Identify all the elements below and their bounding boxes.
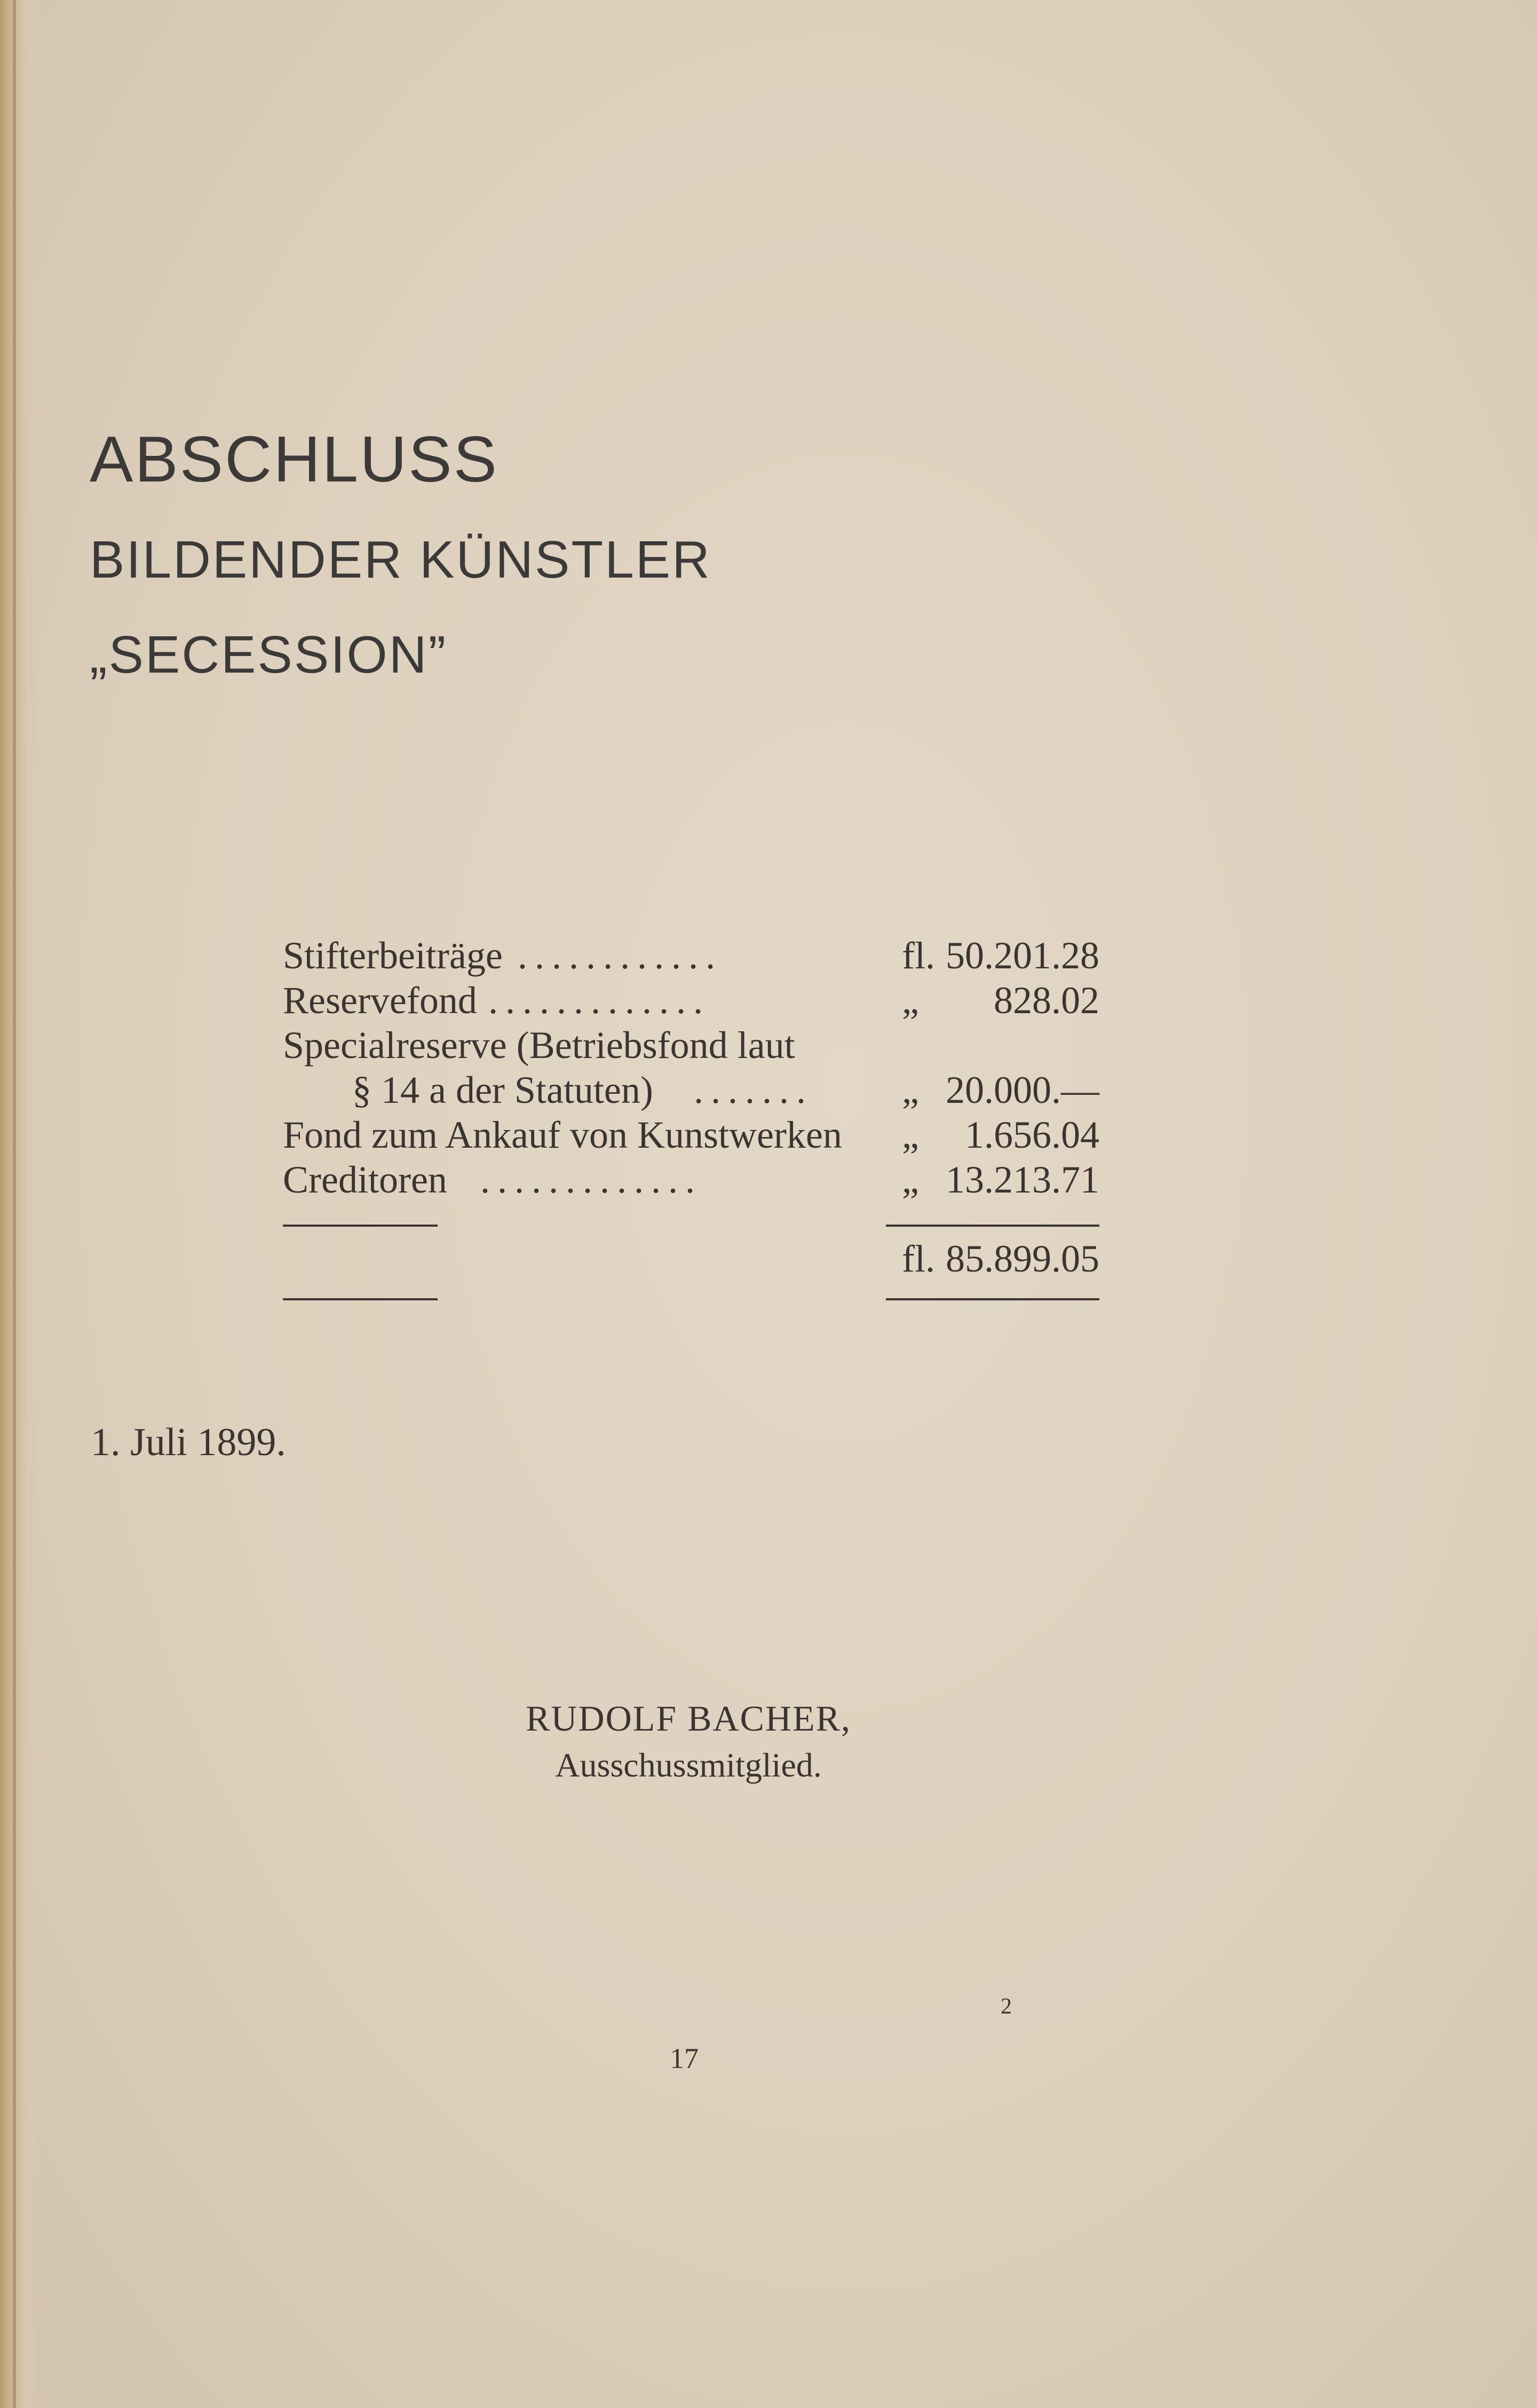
ledger-label: § 14 a der Statuten) [352, 1069, 653, 1111]
heading-line-3: „SECESSION” [90, 625, 448, 684]
ditto-mark: „ [902, 1069, 919, 1111]
ledger-row [283, 933, 1099, 978]
ledger-row [283, 978, 1099, 1023]
ditto-mark: „ [902, 979, 919, 1022]
heading-line-1: ABSCHLUSS [90, 423, 499, 495]
ledger-row [283, 1157, 1099, 1202]
leader-dots: ............. [488, 979, 710, 1022]
ledger-table [283, 933, 1099, 1280]
ledger-label: Creditoren [283, 1158, 447, 1201]
heading-line-2: BILDENDER KÜNSTLER [90, 530, 711, 589]
ledger-label: Stifterbeiträge [283, 934, 503, 977]
ledger-row [283, 1023, 1099, 1068]
total-rule [886, 1298, 1099, 1300]
ditto-mark: „ [902, 1114, 919, 1156]
currency-mark: fl. [902, 934, 935, 977]
ledger-row [283, 1068, 1099, 1112]
leader-dots: ............. [480, 1158, 702, 1201]
page-number: 17 [670, 2042, 699, 2074]
ledger-label: Fond zum Ankauf von Kunstwerken [283, 1114, 842, 1156]
ledger-total-amount: 85.899.05 [946, 1237, 1099, 1280]
ledger-amount: 828.02 [994, 979, 1099, 1022]
binding-line [13, 0, 16, 2408]
leader-dots: ............ [518, 934, 723, 977]
ledger-amount: 1.656.04 [965, 1114, 1099, 1156]
date-line: 1. Juli 1899. [91, 1420, 286, 1464]
ledger-label: Reservefond [283, 979, 477, 1022]
ledger-label: Specialreserve (Betriebsfond laut [283, 1024, 795, 1067]
binding-edge [0, 0, 37, 2408]
currency-mark: fl. [902, 1237, 935, 1280]
ledger-amount: 50.201.28 [946, 934, 1099, 977]
left-rule-bottom [283, 1298, 438, 1300]
ledger-total-row [283, 1236, 1099, 1281]
ledger-row [283, 1112, 1099, 1157]
signatory-name: RUDOLF BACHER, [526, 1698, 851, 1739]
sum-rule [886, 1225, 1099, 1227]
signatory-role: Ausschussmitglied. [555, 1746, 822, 1784]
leader-dots: ....... [694, 1069, 813, 1111]
left-rule-top [283, 1225, 438, 1227]
ledger-amount: 13.213.71 [946, 1158, 1099, 1201]
signature-mark: 2 [1001, 1994, 1012, 2019]
ditto-mark: „ [902, 1158, 919, 1201]
ledger-amount: 20.000.— [946, 1069, 1099, 1111]
